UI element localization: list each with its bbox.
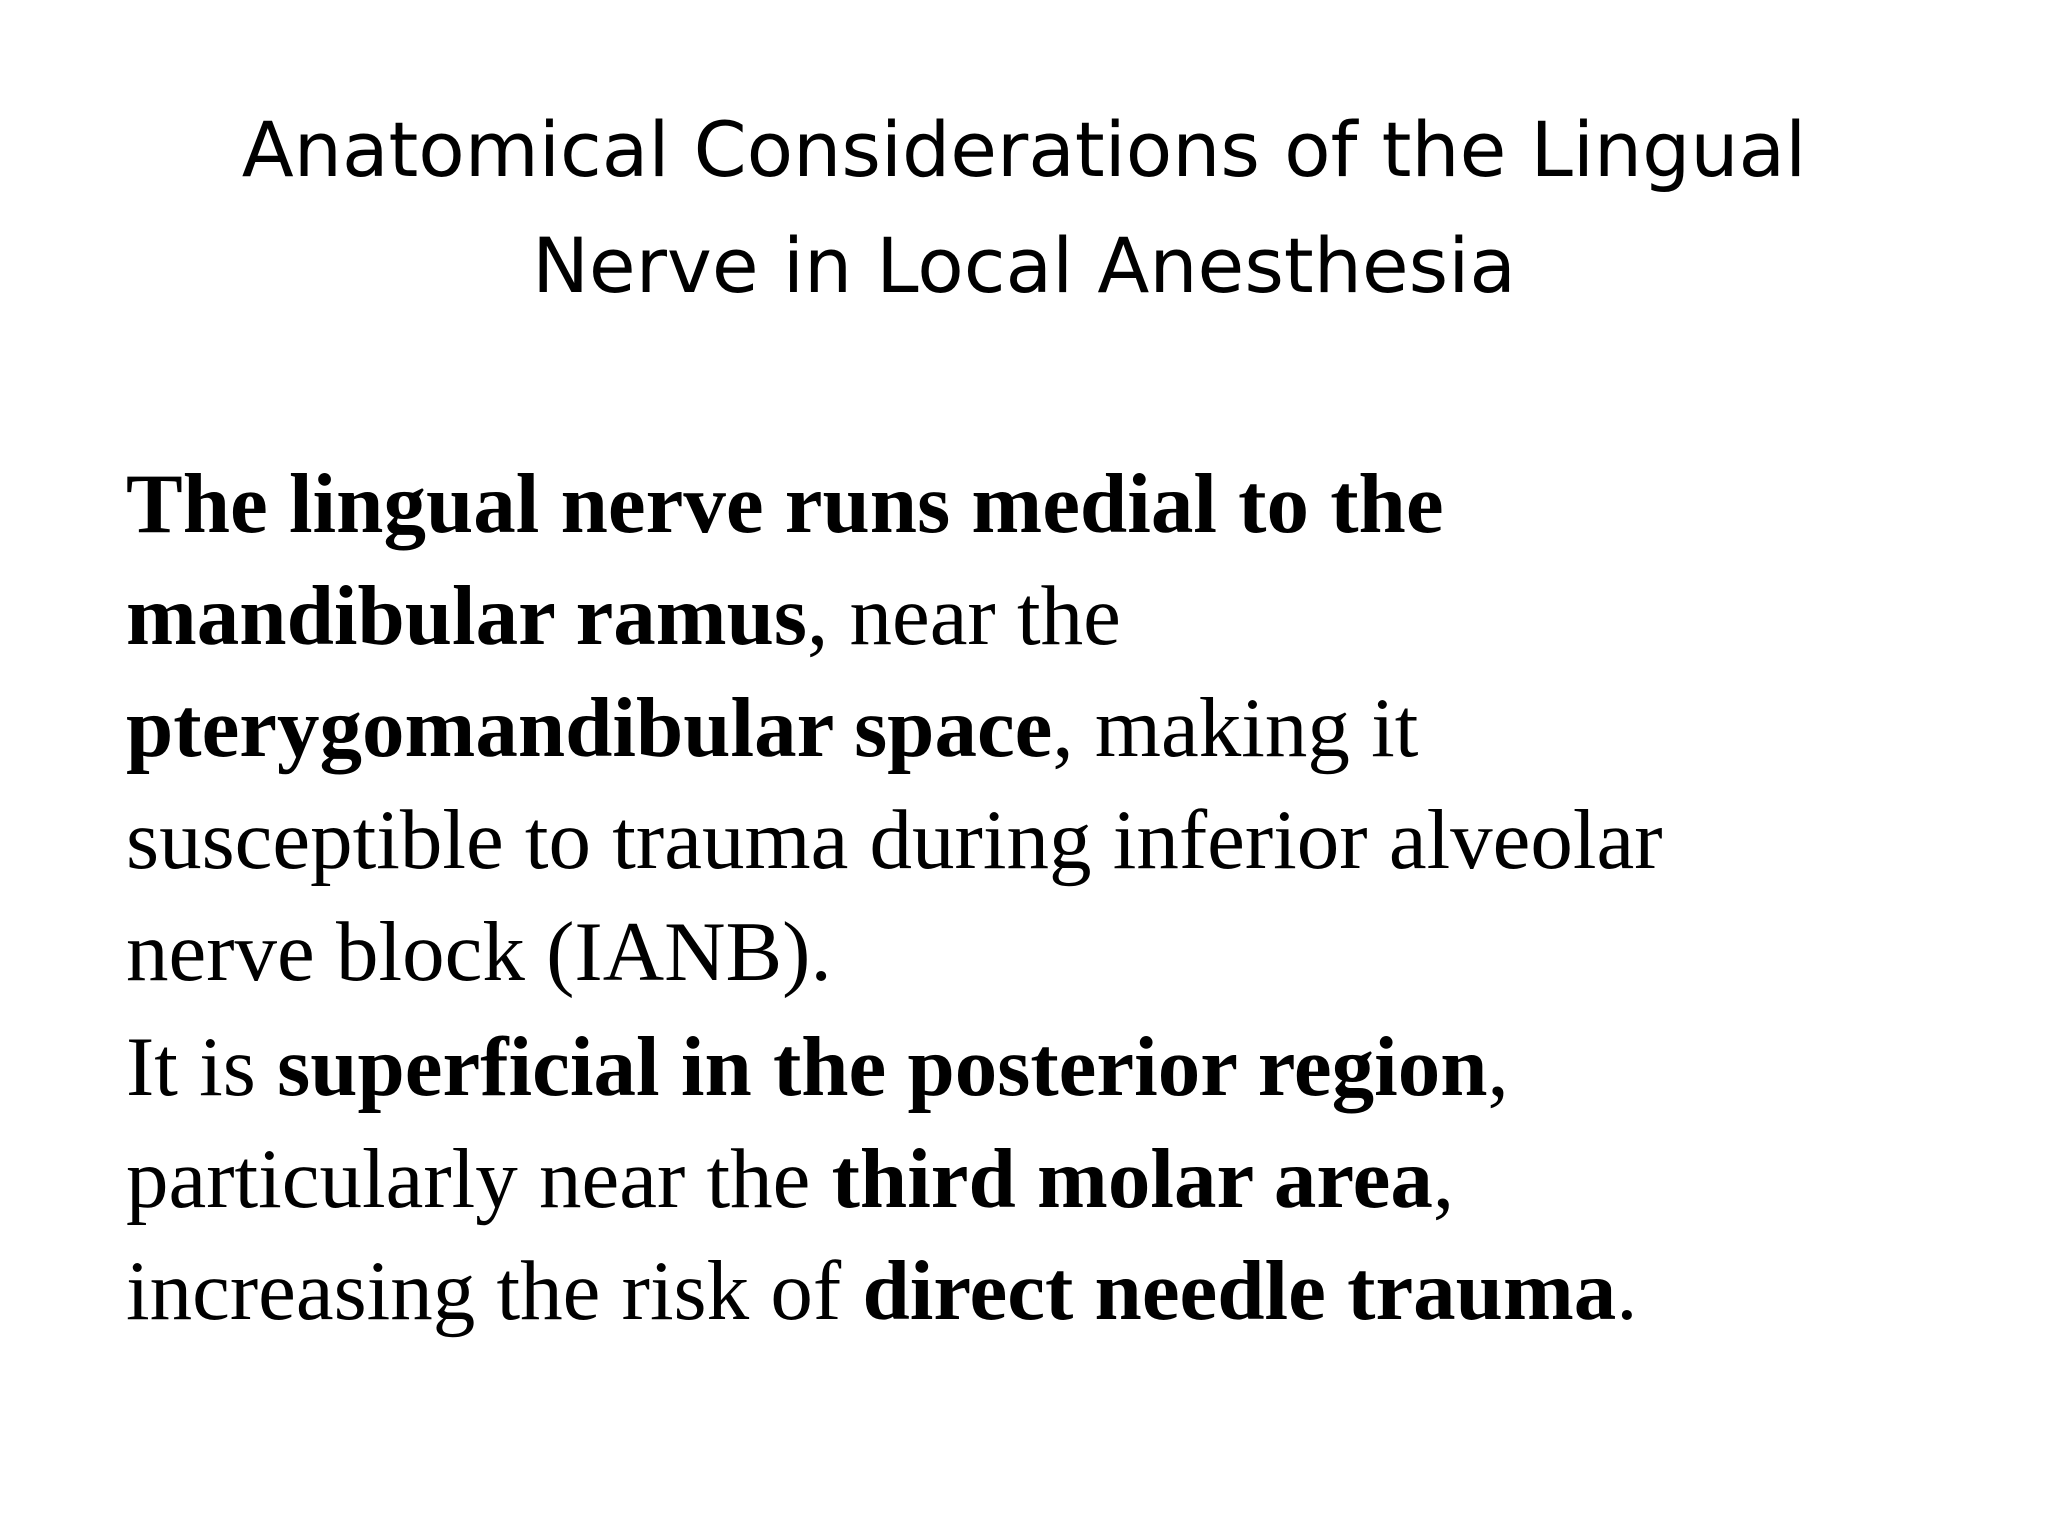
title-line-2: Nerve in Local Anesthesia — [532, 221, 1516, 310]
body-text: , making it — [1052, 681, 1419, 775]
emphasis-text: pterygomandibular space — [126, 681, 1053, 775]
body-line — [126, 448, 1926, 560]
body-line — [126, 1011, 1926, 1123]
body-text: nerve block (IANB). — [126, 905, 832, 999]
body-line — [126, 560, 1926, 672]
emphasis-text: direct needle trauma — [862, 1244, 1617, 1338]
slide-title — [150, 92, 1898, 324]
body-text: increasing the risk of — [126, 1244, 863, 1338]
body-text: particularly near the — [126, 1132, 832, 1226]
body-text: susceptible to trauma during inferior alveolar — [126, 793, 1663, 887]
emphasis-text: third molar area — [831, 1132, 1433, 1226]
body-line — [126, 896, 1926, 1008]
paragraph-lingual-nerve-course — [126, 448, 1926, 1008]
body-line — [126, 1123, 1926, 1235]
emphasis-text: The lingual nerve runs medial to the — [126, 457, 1444, 551]
body-line — [126, 1235, 1926, 1347]
body-text: . — [1616, 1244, 1638, 1338]
body-text: It is — [126, 1020, 278, 1114]
body-text: , near the — [806, 569, 1121, 663]
paragraph-superficial-region — [126, 1011, 1926, 1347]
title-line-1: Anatomical Considerations of the Lingual — [241, 105, 1807, 194]
body-line — [126, 784, 1926, 896]
emphasis-text: mandibular ramus — [126, 569, 807, 663]
body-text: , — [1432, 1132, 1455, 1226]
body-text: , — [1487, 1020, 1509, 1114]
slide-body — [126, 448, 1926, 1347]
body-line — [126, 672, 1926, 784]
emphasis-text: superficial in the posterior region — [277, 1020, 1488, 1114]
